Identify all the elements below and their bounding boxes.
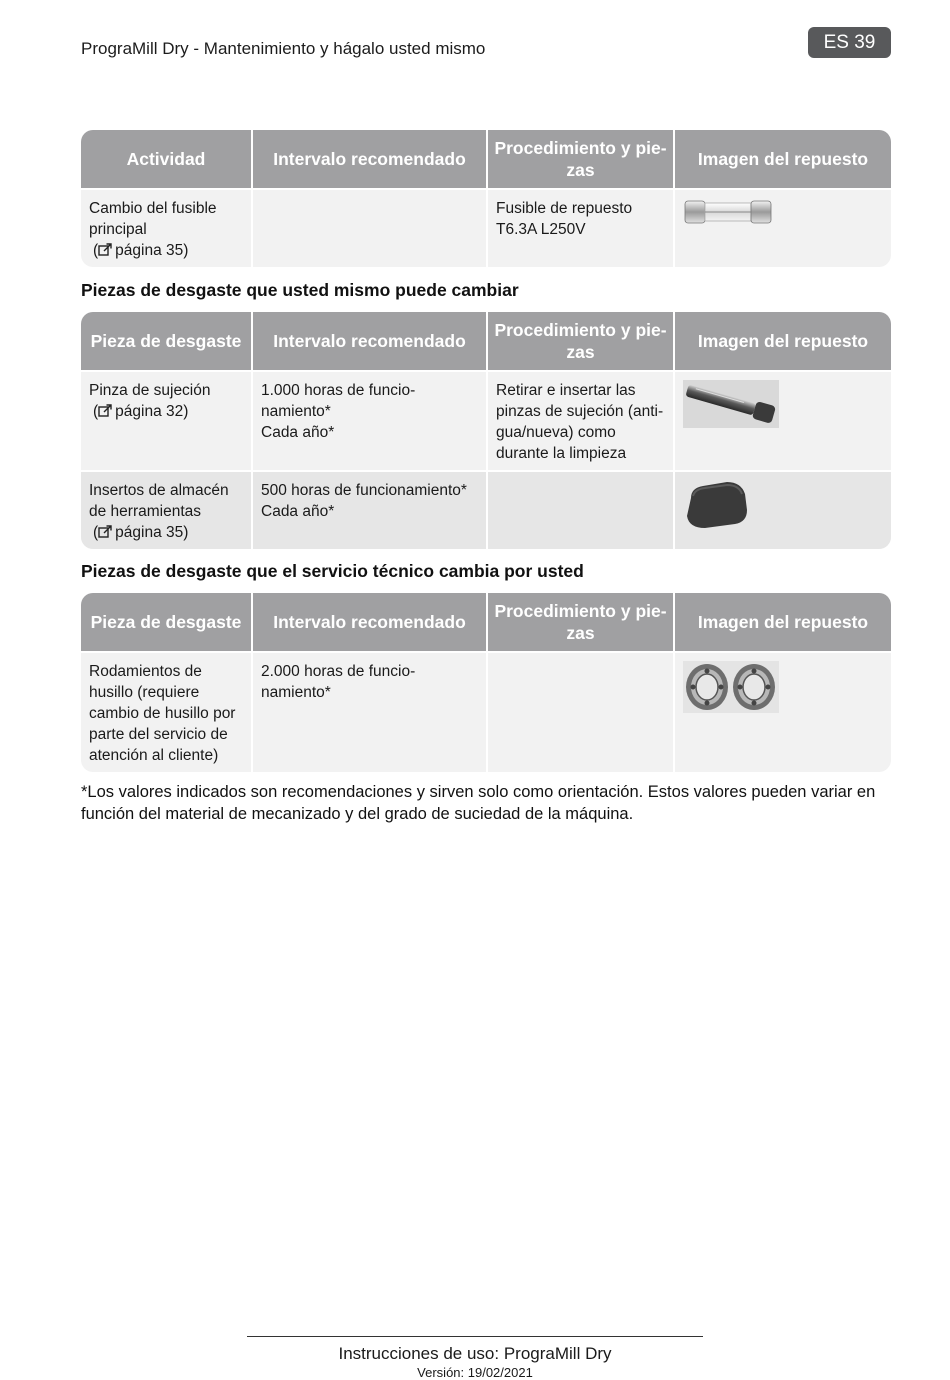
interval-cell: 2.000 horas de funcio- namiento*	[252, 652, 487, 772]
column-header-image: Imagen del repuesto	[674, 130, 891, 189]
procedure-cell	[487, 652, 674, 772]
procedure-cell	[487, 471, 674, 549]
external-link-icon	[98, 525, 113, 538]
activity-table	[81, 130, 891, 267]
footer-version: Versión: 19/02/2021	[417, 1365, 533, 1380]
interval-cell: 500 horas de funcionamiento* Cada año*	[252, 471, 487, 549]
part-cell: Insertos de almacén de herramientas ( página 35)	[81, 471, 252, 549]
footnote: *Los valores indicados son recomendaciones y sirven solo como orientación. Estos valores pueden variar en función del material de mecanizado y del grado de suciedad de la máquina.	[81, 783, 876, 823]
page-reference-link[interactable]: ( página 32)	[93, 403, 189, 420]
interval-cell	[252, 189, 487, 267]
procedure-cell: Retirar e insertar las pinzas de sujeción (anti- gua/nueva) como durante la limpieza	[487, 371, 674, 471]
page-reference-link[interactable]: ( página 35)	[93, 242, 189, 259]
column-header-part: Pieza de desgaste	[81, 312, 252, 371]
collet-image	[683, 380, 779, 428]
column-header-image: Imagen del repuesto	[674, 312, 891, 371]
column-header-interval: Intervalo recomendado	[252, 593, 487, 652]
user-wear-parts-table	[81, 312, 891, 549]
procedure-cell: Fusible de repuesto T6.3A L250V	[487, 189, 674, 267]
column-header-procedure: Procedimiento y pie- zas	[487, 593, 674, 652]
interval-cell: 1.000 horas de funcio- namiento* Cada año*	[252, 371, 487, 471]
image-cell	[674, 471, 891, 549]
column-header-part: Pieza de desgaste	[81, 593, 252, 652]
table-row	[81, 652, 891, 772]
column-header-activity: Actividad	[81, 130, 252, 189]
footer-title: Instrucciones de uso: PrograMill Dry	[338, 1344, 612, 1363]
image-cell	[674, 652, 891, 772]
part-cell: Pinza de sujeción ( página 32)	[81, 371, 252, 471]
bearings-image	[683, 661, 779, 713]
image-cell	[674, 371, 891, 471]
part-cell: Rodamientos de husillo (requiere cambio de husillo por parte del servicio de atención al cliente)	[81, 652, 252, 772]
column-header-image: Imagen del repuesto	[674, 593, 891, 652]
section-title-user-parts: Piezas de desgaste que usted mismo puede cambiar	[81, 280, 519, 300]
table-row	[81, 471, 891, 549]
image-cell	[674, 189, 891, 267]
activity-cell: Cambio del fusible principal ( página 35)	[81, 189, 252, 267]
column-header-interval: Intervalo recomendado	[252, 312, 487, 371]
tool-insert-image	[683, 480, 749, 530]
column-header-interval: Intervalo recomendado	[252, 130, 487, 189]
column-header-procedure: Procedimiento y pie- zas	[487, 312, 674, 371]
footer-divider	[247, 1336, 703, 1337]
table-row	[81, 189, 891, 267]
external-link-icon	[98, 243, 113, 256]
fuse-image	[683, 198, 773, 226]
external-link-icon	[98, 404, 113, 417]
service-wear-parts-table	[81, 593, 891, 772]
page-header-title: PrograMill Dry - Mantenimiento y hágalo usted mismo	[81, 39, 486, 58]
page-number-badge: ES 39	[808, 27, 891, 58]
column-header-procedure: Procedimiento y pie- zas	[487, 130, 674, 189]
page-reference-link[interactable]: ( página 35)	[93, 524, 189, 541]
section-title-service-parts: Piezas de desgaste que el servicio técnico cambia por usted	[81, 561, 584, 581]
table-row	[81, 371, 891, 471]
